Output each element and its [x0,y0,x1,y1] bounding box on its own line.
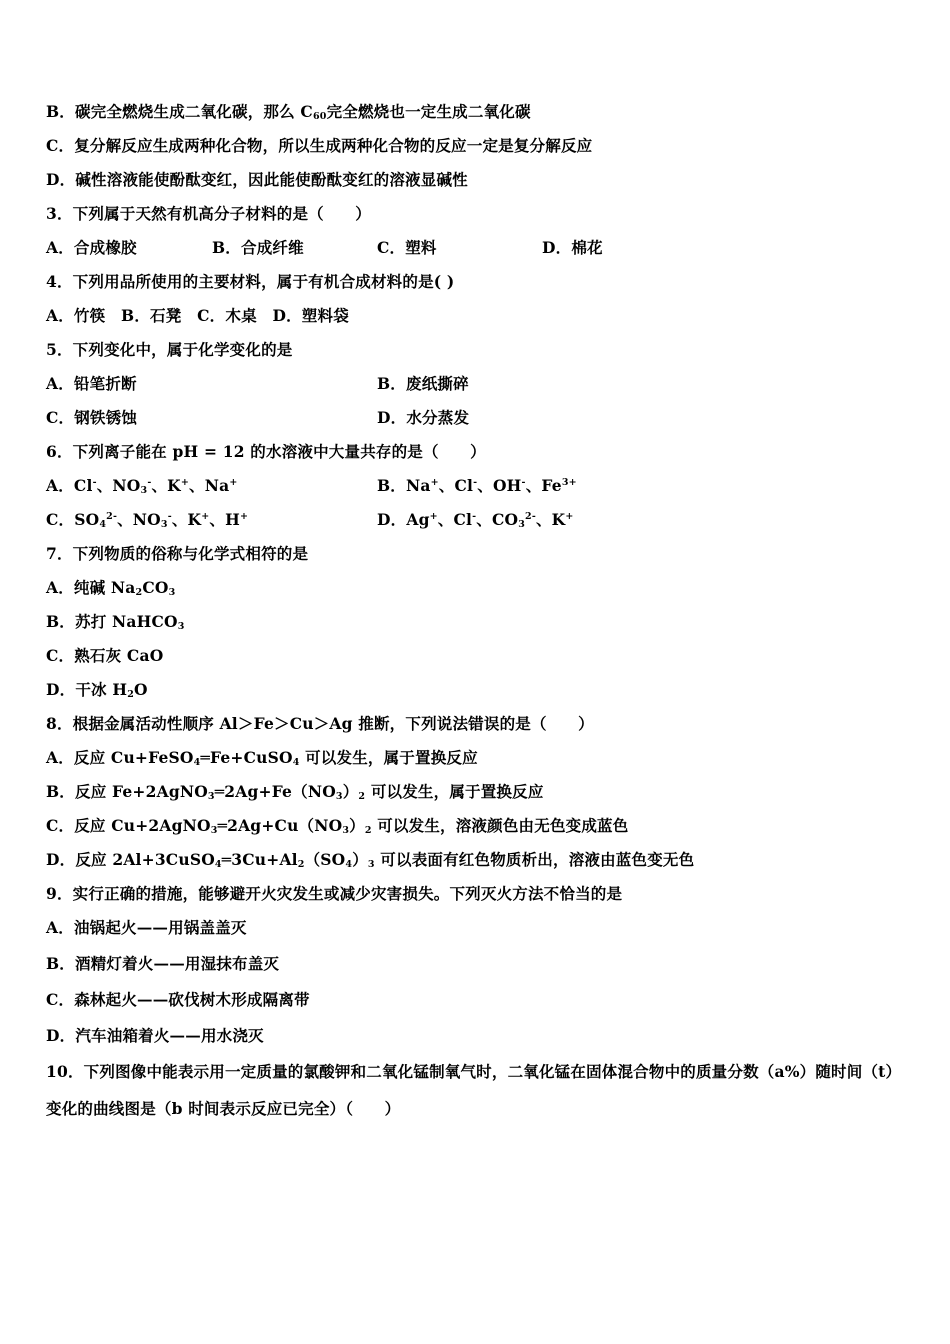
q6-option-c: C．$SO_4^{2-}$、$NO_3^-$、K+、H+ [46,510,249,530]
q9-option-c: C．森林起火——砍伐树木形成隔离带 [46,990,310,1009]
q2-option-d: D．碱性溶液能使酚酞变红，因此能使酚酞变红的溶液显碱性 [46,170,468,189]
q5-option-a: A．铅笔折断 [46,374,137,393]
q7-stem: 7．下列物质的俗称与化学式相符的是 [46,544,309,563]
q6-option-b: B．Na+、Cl-、OH-、$Fe^{3+}$ [377,476,577,495]
q5-stem: 5．下列变化中，属于化学变化的是 [46,340,293,359]
q4-stem: 4．下列用品所使用的主要材料，属于有机合成材料的是( ) [46,272,455,291]
q5-option-c: C．钢铁锈蚀 [46,408,138,427]
q3-option-b: B．合成纤维 [212,238,304,257]
q3-option-a: A．合成橡胶 [46,238,137,257]
q7-option-c: C．熟石灰 CaO [46,646,164,665]
q3-stem: 3．下列属于天然有机高分子材料的是（ ） [46,204,371,223]
q6-stem: 6．下列离子能在 pH = 12 的水溶液中大量共存的是（ ） [46,442,486,461]
q4-options: A．竹筷 B．石凳 C．木桌 D．塑料袋 [46,306,349,325]
q9-option-b: B．酒精灯着火——用湿抹布盖灭 [46,954,280,973]
q5-option-d: D．水分蒸发 [377,408,470,427]
q7-option-d: D．干冰 $H_2O$ [46,680,148,700]
q2-option-b: B．碳完全燃烧生成二氧化碳，那么 $C_{60}$完全燃烧也一定生成二氧化碳 [46,102,531,122]
q9-option-a: A．油锅起火——用锅盖盖灭 [46,918,247,937]
q6-option-d: D．Ag+、Cl-、$CO_3^{2-}$、K+ [377,510,574,530]
q3-option-c: C．塑料 [377,238,437,257]
q9-stem: 9．实行正确的措施，能够避开火灾发生或减少灾害损失。下列灭火方法不恰当的是 [46,884,623,903]
q7-option-b: B．苏打 NaHCO$_3$ [46,612,185,632]
q3-option-d: D．棉花 [542,238,603,257]
q8-option-c: C．反应 $Cu+2AgNO_3═2Ag+Cu(NO_3)_2$ 可以发生，溶液颜色由无色变成蓝色 [46,816,629,836]
q9-option-d: D．汽车油箱着火——用水浇灭 [46,1026,264,1045]
q6-option-a: A．Cl-、$NO_3^-$、K+、Na+ [46,476,238,496]
q8-stem: 8．根据金属活动性顺序 Al＞Fe＞Cu＞Ag 推断，下列说法错误的是（ ） [46,714,594,733]
q5-option-b: B．废纸撕碎 [377,374,469,393]
q10-stem: 10．下列图像中能表示用一定质量的氯酸钾和二氧化锰制氧气时，二氧化锰在固体混合物中的质量分数（a%）随时间（t）变化的曲线图是（b 时间表示反应已完全）（ ） [46,1062,894,1118]
q2-option-c: C．复分解反应生成两种化合物，所以生成两种化合物的反应一定是复分解反应 [46,136,593,155]
q8-option-d: D．反应 $2Al+3CuSO_4═3Cu+Al_2(SO_4)_3$ 可以表面有红色物质析出，溶液由蓝色变无色 [46,850,695,870]
q8-option-a: A．反应 Cu+FeSO$_4$═Fe+CuSO$_4$ 可以发生，属于置换反应 [46,748,478,768]
q8-option-b: B．反应 $Fe+2AgNO_3═2Ag+Fe(NO_3)_2$ 可以发生，属于置换反应 [46,782,544,802]
q7-option-a: A．纯碱 $Na_2CO_3$ [46,578,176,598]
